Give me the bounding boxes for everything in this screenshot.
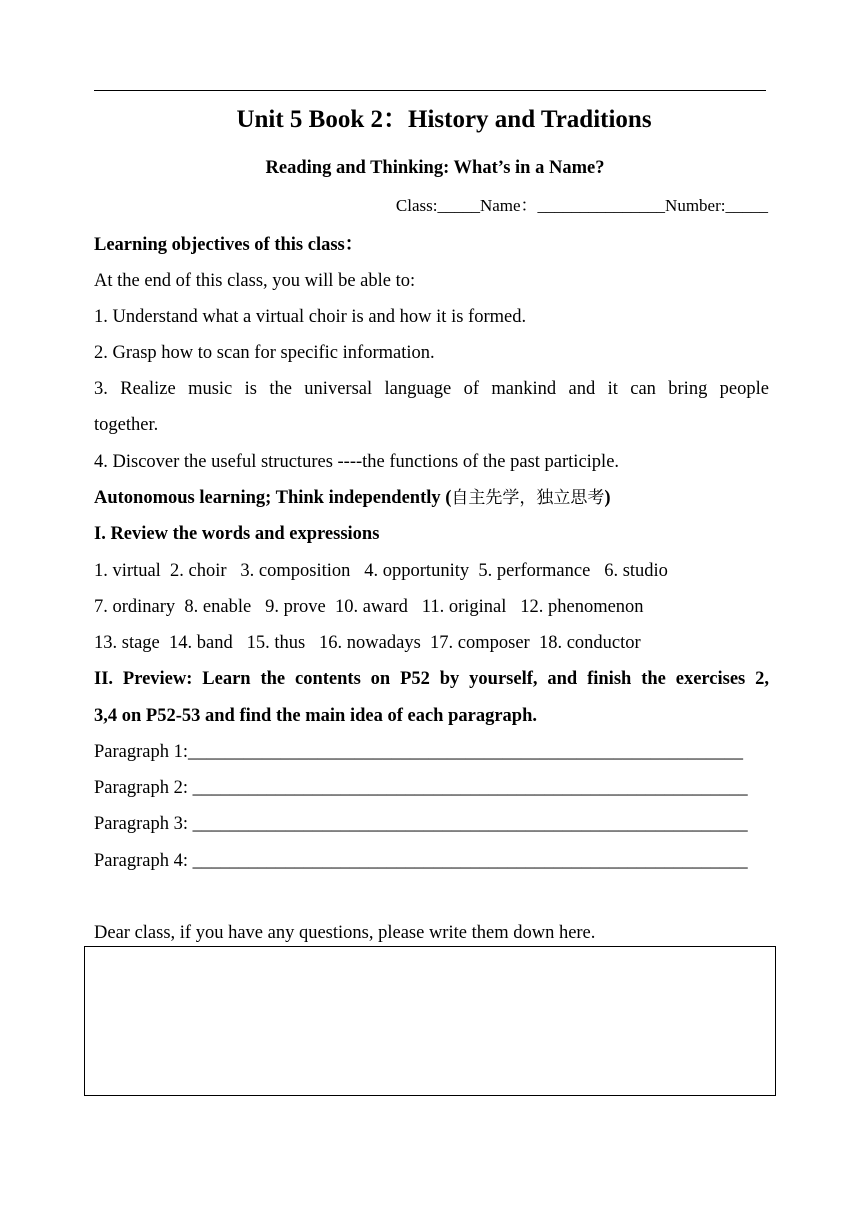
vocab-row-3: 13. stage 14. band 15. thus 16. nowadays 17. composer 18. conductor: [94, 633, 641, 653]
autonomous-heading: [94, 486, 611, 510]
objective-item-1: 1. Understand what a virtual choir is and how it is formed.: [94, 307, 527, 327]
paragraph-4-blank[interactable]: Paragraph 4: ____________________________________________________________: [94, 851, 748, 871]
student-info-line: Class:_____Name：_______________Number:_____: [395, 196, 768, 215]
paragraph-2-blank[interactable]: Paragraph 2: ____________________________________________________________: [94, 778, 748, 798]
autonomous-heading-close: ): [604, 488, 611, 508]
objective-item-3: 3. Realize music is the universal language of mankind and it can bring people: [94, 379, 769, 399]
preview-heading-line-2: 3,4 on P52-53 and find the main idea of each paragraph.: [94, 706, 538, 726]
review-heading: I. Review the words and expressions: [94, 524, 380, 544]
objectives-heading: Learning objectives of this class：: [94, 235, 364, 255]
objective-item-3-continued: together.: [94, 415, 159, 435]
page-subtitle: Reading and Thinking: What’s in a Name?: [265, 158, 605, 178]
vocab-row-1: 1. virtual 2. choir 3. composition 4. opportunity 5. performance 6. studio: [94, 561, 668, 581]
page-title: Unit 5 Book 2：History and Traditions: [236, 106, 652, 133]
questions-answer-box[interactable]: [84, 946, 776, 1096]
objective-item-2: 2. Grasp how to scan for specific information.: [94, 343, 435, 363]
objectives-intro: At the end of this class, you will be able to:: [94, 271, 416, 291]
vocab-row-2: 7. ordinary 8. enable 9. prove 10. award 11. original 12. phenomenon: [94, 597, 644, 617]
autonomous-heading-en: Autonomous learning; Think independently (: [94, 488, 452, 508]
paragraph-3-blank[interactable]: Paragraph 3: ____________________________________________________________: [94, 814, 748, 834]
header-rule: [94, 90, 766, 91]
preview-heading-line-1: II. Preview: Learn the contents on P52 by yourself, and finish the exercises 2,: [94, 669, 769, 689]
questions-prompt: Dear class, if you have any questions, please write them down here.: [94, 923, 596, 943]
paragraph-1-blank[interactable]: Paragraph 1:____________________________________________________________: [94, 742, 744, 762]
autonomous-heading-cn: 自主先学，独立思考: [451, 488, 605, 508]
objective-item-4: 4. Discover the useful structures ----the functions of the past participle.: [94, 452, 620, 472]
